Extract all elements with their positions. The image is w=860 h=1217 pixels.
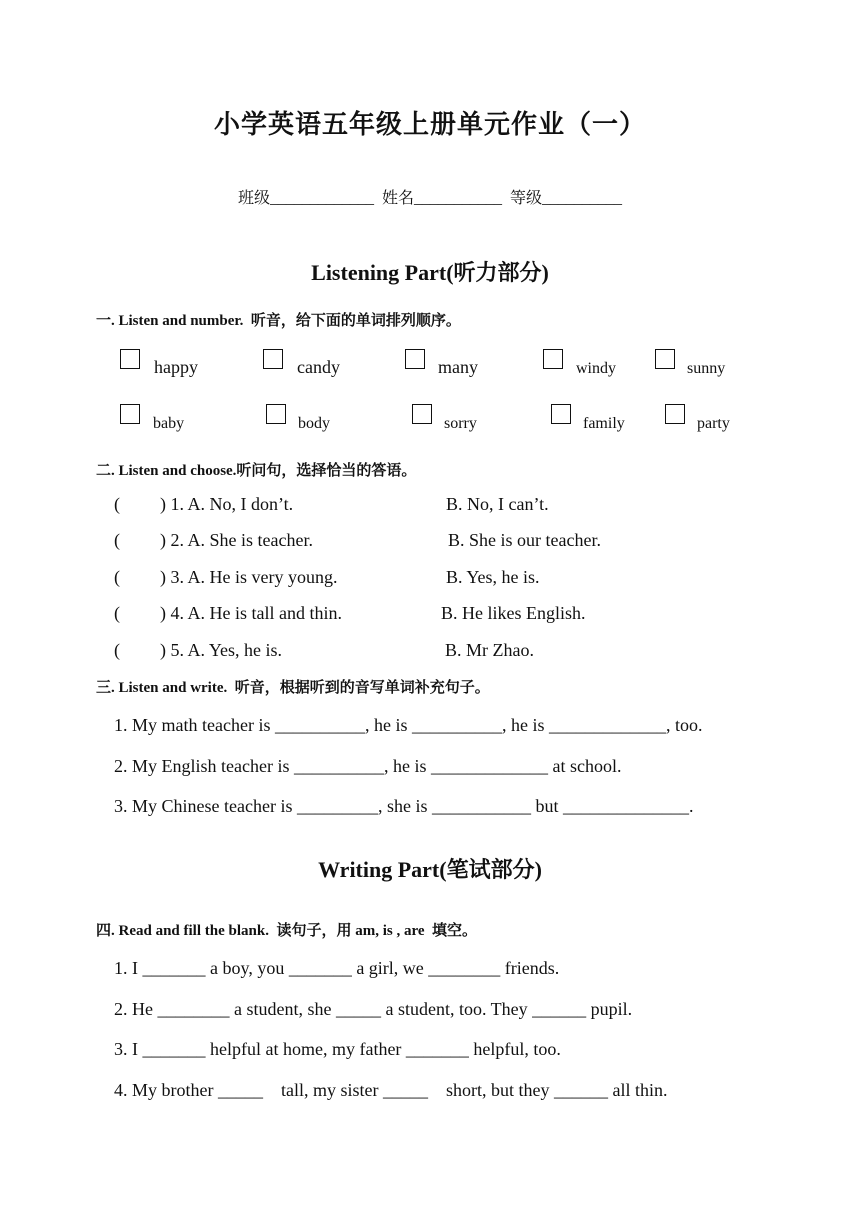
checkbox-sunny[interactable] xyxy=(655,349,675,369)
word-sorry: sorry xyxy=(444,415,477,432)
listening-part-title: Listening Part(听力部分) xyxy=(311,260,549,285)
word-baby: baby xyxy=(153,415,185,432)
choice-option-a: ) 4. A. He is tall and thin. xyxy=(160,603,342,623)
choice-option-b: B. He likes English. xyxy=(441,603,586,623)
checkbox-happy[interactable] xyxy=(120,349,140,369)
word-party: party xyxy=(697,415,730,432)
checkbox-body[interactable] xyxy=(266,404,286,424)
student-info-line: 班级_____________ 姓名___________ 等级__________ xyxy=(237,190,622,207)
choice-paren: ( xyxy=(114,603,120,623)
choice-option-a: ) 3. A. He is very young. xyxy=(160,567,338,587)
word-sunny: sunny xyxy=(687,360,726,377)
fill-line: 1. I _______ a boy, you _______ a girl, we ________ friends. xyxy=(114,958,560,978)
section-3-heading: 三. Listen and write. 听音，根据听到的音写单词补充句子。 xyxy=(96,680,490,696)
choice-option-b: B. She is our teacher. xyxy=(448,530,601,550)
word-many: many xyxy=(438,357,478,377)
write-line: 3. My Chinese teacher is _________, she is ___________ but ______________. xyxy=(114,796,694,816)
section-2-heading: 二. Listen and choose.听问句，选择恰当的答语。 xyxy=(96,463,417,479)
choice-option-a: ) 2. A. She is teacher. xyxy=(160,530,313,550)
section-1-heading: 一. Listen and number. 听音，给下面的单词排列顺序。 xyxy=(96,313,461,329)
fill-line: 2. He ________ a student, she _____ a student, too. They ______ pupil. xyxy=(114,999,633,1019)
checkbox-sorry[interactable] xyxy=(412,404,432,424)
choice-option-a: ) 5. A. Yes, he is. xyxy=(160,640,283,660)
choice-option-b: B. No, I can’t. xyxy=(446,494,549,514)
checkbox-many[interactable] xyxy=(405,349,425,369)
checkbox-family[interactable] xyxy=(551,404,571,424)
choice-paren: ( xyxy=(114,640,120,660)
word-body: body xyxy=(298,415,330,432)
fill-line: 4. My brother _____ tall, my sister _____ short, but they ______ all thin. xyxy=(114,1080,668,1100)
write-line: 1. My math teacher is __________, he is __________, he is _____________, too. xyxy=(114,715,703,735)
checkbox-candy[interactable] xyxy=(263,349,283,369)
choice-option-b: B. Mr Zhao. xyxy=(445,640,534,660)
choice-option-b: B. Yes, he is. xyxy=(446,567,540,587)
choice-paren: ( xyxy=(114,494,120,514)
word-happy: happy xyxy=(154,357,198,377)
checkbox-windy[interactable] xyxy=(543,349,563,369)
word-candy: candy xyxy=(297,357,340,377)
checkbox-baby[interactable] xyxy=(120,404,140,424)
choice-paren: ( xyxy=(114,567,120,587)
writing-part-title: Writing Part(笔试部分) xyxy=(318,857,542,882)
word-family: family xyxy=(583,415,625,432)
worksheet-title: 小学英语五年级上册单元作业（一） xyxy=(213,110,646,139)
write-line: 2. My English teacher is __________, he is _____________ at school. xyxy=(114,756,622,776)
word-windy: windy xyxy=(576,360,616,377)
choice-paren: ( xyxy=(114,530,120,550)
section-4-heading: 四. Read and fill the blank. 读句子，用 am, is , are 填空。 xyxy=(96,923,477,939)
choice-option-a: ) 1. A. No, I don’t. xyxy=(160,494,294,514)
fill-line: 3. I _______ helpful at home, my father _______ helpful, too. xyxy=(114,1039,561,1059)
checkbox-party[interactable] xyxy=(665,404,685,424)
